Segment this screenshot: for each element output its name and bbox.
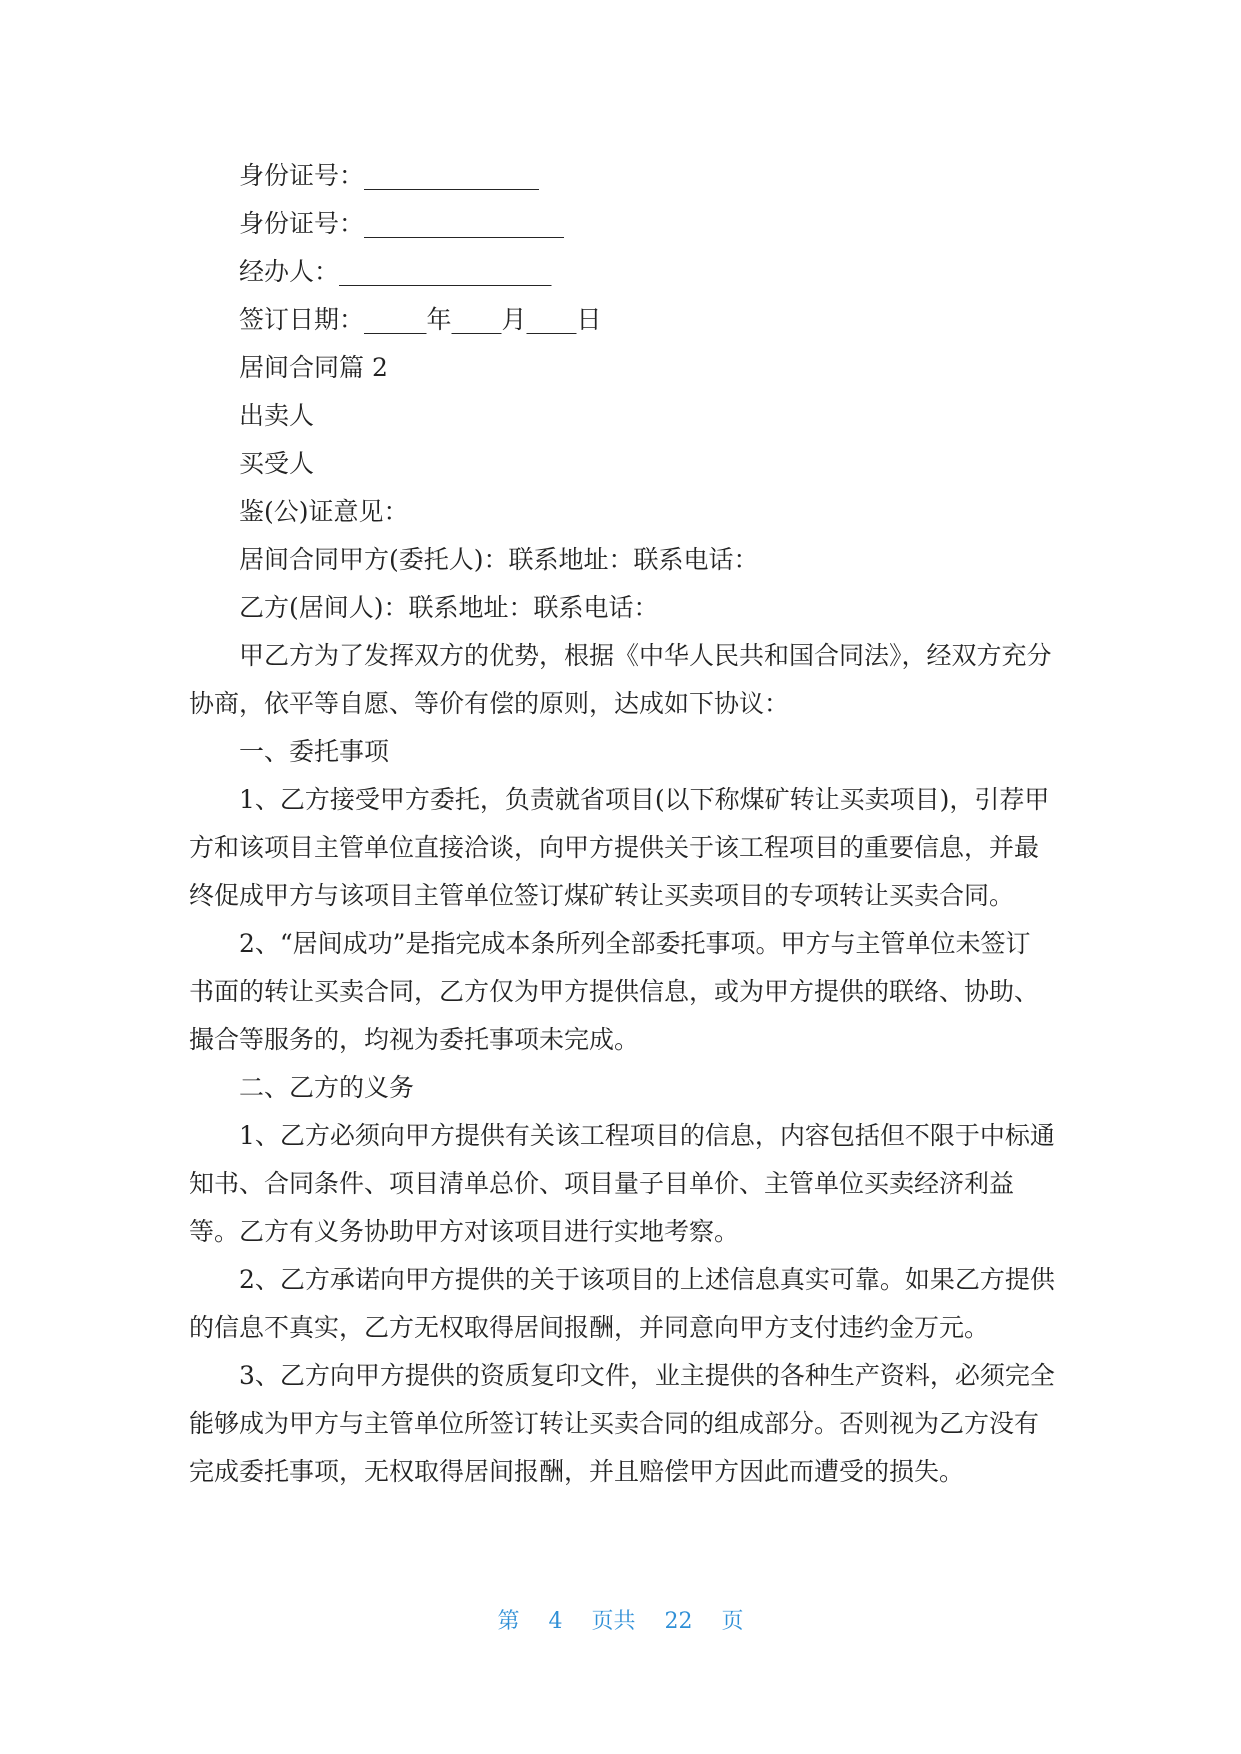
paragraph-line: 撮合等服务的，均视为委托事项未完成。 (189, 1025, 640, 1054)
current-page-number: 4 (548, 1609, 563, 1634)
section-title: 居间合同篇 2 (239, 353, 388, 382)
total-page-count: 22 (664, 1609, 693, 1634)
agent-line: 经办人：_________________ (239, 257, 552, 286)
buyer-line: 买受人 (239, 449, 315, 478)
party-a-line: 居间合同甲方(委托人)：联系地址：联系电话： (239, 545, 759, 574)
heading-party-b-obligations: 二、乙方的义务 (239, 1073, 415, 1102)
paragraph-line: 的信息不真实，乙方无权取得居间报酬，并同意向甲方支付违约金万元。 (189, 1313, 990, 1342)
paragraph-line: 甲乙方为了发挥双方的优势，根据《中华人民共和国合同法》，经双方充分 (239, 641, 1052, 670)
page-footer (0, 1608, 1241, 1636)
paragraph-line: 2、“居间成功”是指完成本条所列全部委托事项。甲方与主管单位未签订 (239, 929, 1031, 958)
paragraph-line: 1、乙方接受甲方委托，负责就省项目(以下称煤矿转让买卖项目)，引荐甲 (239, 785, 1050, 814)
paragraph-line: 3、乙方向甲方提供的资质复印文件，业主提供的各种生产资料，必须完全 (239, 1361, 1055, 1390)
paragraph-line: 1、乙方必须向甲方提供有关该工程项目的信息，内容包括但不限于中标通 (239, 1121, 1055, 1150)
paragraph-line: 终促成甲方与该项目主管单位签订煤矿转让买卖项目的专项转让买卖合同。 (189, 881, 1015, 910)
footer-prefix: 第 (497, 1609, 520, 1634)
paragraph-line: 协商，依平等自愿、等价有偿的原则，达成如下协议： (189, 689, 790, 718)
id-number-line-2: 身份证号：________________ (239, 209, 565, 238)
paragraph-line: 能够成为甲方与主管单位所签订转让买卖合同的组成部分。否则视为乙方没有 (189, 1409, 1040, 1438)
paragraph-line: 书面的转让买卖合同，乙方仅为甲方提供信息，或为甲方提供的联络、协助、 (189, 977, 1040, 1006)
id-number-line-1: 身份证号：______________ (239, 161, 540, 190)
footer-middle: 页共 (591, 1609, 636, 1634)
footer-suffix: 页 (721, 1609, 744, 1634)
paragraph-line: 等。乙方有义务协助甲方对该项目进行实地考察。 (189, 1217, 740, 1246)
paragraph-line: 方和该项目主管单位直接洽谈，向甲方提供关于该工程项目的重要信息，并最 (189, 833, 1040, 862)
paragraph-line: 2、乙方承诺向甲方提供的关于该项目的上述信息真实可靠。如果乙方提供 (239, 1265, 1055, 1294)
signing-date-line: 签订日期：_____年____月____日 (239, 305, 602, 334)
paragraph-line: 完成委托事项，无权取得居间报酬，并且赔偿甲方因此而遭受的损失。 (189, 1457, 965, 1486)
notary-opinion-line: 鉴(公)证意见： (239, 497, 409, 526)
paragraph-line: 知书、合同条件、项目清单总价、项目量子目单价、主管单位买卖经济利益 (189, 1169, 1015, 1198)
party-b-line: 乙方(居间人)：联系地址：联系电话： (239, 593, 659, 622)
seller-line: 出卖人 (239, 401, 315, 430)
heading-entrusted-matters: 一、委托事项 (239, 737, 390, 766)
